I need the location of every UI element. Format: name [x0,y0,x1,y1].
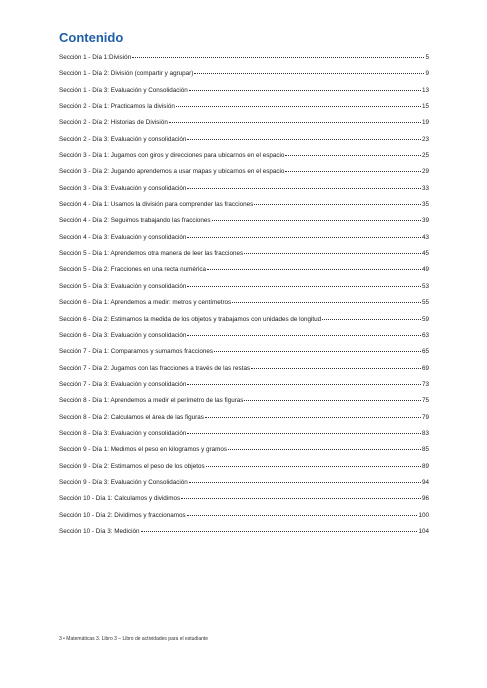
dot-leader [187,433,421,434]
toc-entry[interactable] [59,348,429,364]
toc-entry-label: Sección 10 - Día 1: Calculamos y dividimos [59,495,181,503]
dot-leader [169,122,421,123]
dot-leader [181,498,421,499]
toc-entry-page-number: 75 [421,397,429,405]
dot-leader [187,237,421,238]
dot-leader [214,351,421,352]
toc-entry-page-number: 73 [421,380,429,388]
toc-entry-page-number: 89 [421,462,429,470]
toc-entry-page-number: 29 [421,168,429,176]
toc-entry[interactable] [59,430,429,446]
toc-entry-page-number: 15 [421,103,429,111]
toc-entry[interactable] [59,250,429,266]
dot-leader [141,531,418,532]
toc-entry-page-number: 104 [418,527,429,535]
toc-entry-page-number: 5 [425,54,429,61]
toc-entry-page-number: 49 [421,266,429,274]
toc-entry-page-number: 23 [421,135,429,143]
toc-entry[interactable] [59,479,429,495]
dot-leader [285,155,421,156]
toc-entry-label: Sección 8 - Día 1: Aprendemos a medir el perímetro de las figuras [59,397,244,405]
toc-entry-label: Sección 2 - Día 2: Historias de División [59,119,168,127]
dot-leader [187,286,421,287]
toc-entry-page-number: 45 [421,250,429,258]
toc-entry[interactable] [59,54,429,70]
dot-leader [232,302,421,303]
dot-leader [244,253,421,254]
toc-entry-label: Sección 6 - Día 1: Aprendemos a medir: metros y centímetros [59,299,232,307]
toc-entry[interactable] [59,299,429,315]
toc-entry-page-number: 25 [421,152,429,160]
toc-entry-page-number: 53 [421,282,429,290]
toc-entry-page-number: 83 [421,429,429,437]
toc-entry-label: Sección 5 - Día 1: Aprendemos otra manera de leer las fracciones [59,250,244,258]
toc-list [59,54,429,544]
toc-entry[interactable] [59,397,429,413]
dot-leader [285,171,421,172]
toc-entry[interactable] [59,87,429,103]
toc-entry[interactable] [59,185,429,201]
toc-entry-label: Sección 8 - Día 2: Calculamos el área de las figuras [59,413,204,421]
dot-leader [187,139,421,140]
toc-entry[interactable] [59,283,429,299]
dot-leader [207,269,421,270]
toc-title: Contenido [59,30,124,45]
toc-entry[interactable] [59,463,429,479]
toc-entry-label: Sección 5 - Día 3: Evaluación y consolidación [59,282,187,290]
toc-entry[interactable] [59,152,429,168]
toc-entry-label: Sección 1 - Día 2: División (compartir y agrupar) [59,70,194,78]
toc-entry[interactable] [59,70,429,86]
toc-entry-label: Sección 7 - Día 1: Comparamos y sumamos fracciones [59,348,213,356]
toc-entry-page-number: 39 [421,217,429,225]
dot-leader [132,57,424,58]
dot-leader [189,90,421,91]
toc-entry[interactable] [59,332,429,348]
toc-entry[interactable] [59,316,429,332]
toc-entry[interactable] [59,217,429,233]
toc-entry-page-number: 9 [425,70,429,78]
toc-entry-label: Sección 9 - Día 2: Estimamos el peso de los objetos [59,462,205,470]
toc-entry-page-number: 96 [421,495,429,503]
dot-leader [194,73,424,74]
toc-entry[interactable] [59,512,429,528]
toc-entry-page-number: 79 [421,413,429,421]
toc-entry-label: Sección 4 - Día 3: Evaluación y consolidación [59,233,187,241]
page-footer: 3 • Matemáticas 3. Libro 3 – Libro de actividades para el estudiante [59,636,209,642]
toc-entry-page-number: 19 [421,119,429,127]
toc-entry-label: Sección 3 - Día 1: Jugamos con giros y direcciones para ubicarnos en el espacio [59,152,285,160]
toc-entry[interactable] [59,414,429,430]
dot-leader [187,384,421,385]
dot-leader [322,319,421,320]
toc-entry-label: Sección 8 - Día 3: Evaluación y consolidación [59,429,187,437]
toc-entry-label: Sección 10 - Día 3: Medición [59,527,140,535]
toc-entry[interactable] [59,119,429,135]
toc-entry-label: Sección 9 - Día 3: Evaluación y Consolidación [59,478,188,486]
dot-leader [244,400,421,401]
toc-entry[interactable] [59,103,429,119]
toc-entry-page-number: 33 [421,184,429,192]
toc-entry-label: Sección 1 - Día 3: Evaluación y Consolidación [59,86,188,94]
toc-entry-page-number: 59 [421,315,429,323]
toc-entry-label: Sección 6 - Día 3: Evaluación y consolidación [59,331,187,339]
toc-entry-page-number: 55 [421,299,429,307]
toc-entry-label: Sección 7 - Día 3: Evaluación y consolidación [59,380,187,388]
toc-entry[interactable] [59,266,429,282]
toc-entry-page-number: 85 [421,446,429,454]
dot-leader [187,515,418,516]
toc-entry[interactable] [59,365,429,381]
toc-entry[interactable] [59,136,429,152]
dot-leader [206,466,421,467]
toc-entry-page-number: 43 [421,233,429,241]
toc-entry-page-number: 35 [421,201,429,209]
dot-leader [176,106,421,107]
toc-entry-label: Sección 1 - Día 1:División [59,54,132,61]
toc-entry-label: Sección 9 - Día 1: Medimos el peso en kilogramos y gramos [59,446,227,454]
toc-entry[interactable] [59,168,429,184]
toc-entry[interactable] [59,495,429,511]
toc-entry-label: Sección 3 - Día 3: Evaluación y consolidación [59,184,187,192]
toc-entry[interactable] [59,201,429,217]
toc-entry[interactable] [59,234,429,250]
toc-entry-label: Sección 4 - Día 2: Seguimos trabajando las fracciones [59,217,211,225]
dot-leader [205,417,421,418]
toc-entry-page-number: 13 [421,86,429,94]
toc-entry-page-number: 65 [421,348,429,356]
toc-entry[interactable] [59,446,429,462]
toc-entry[interactable] [59,528,429,544]
dot-leader [228,449,421,450]
toc-entry[interactable] [59,381,429,397]
toc-entry-label: Sección 6 - Día 2: Estimamos la medida de los objetos y trabajamos con unidades de longitud [59,315,322,323]
toc-entry-label: Sección 3 - Día 2: Jugando aprendemos a usar mapas y ubicarnos en el espacio [59,168,285,176]
dot-leader [187,335,421,336]
dot-leader [189,482,421,483]
toc-entry-page-number: 69 [421,364,429,372]
toc-entry-label: Sección 7 - Día 2: Jugamos con las fracciones a través de las restas [59,364,251,372]
toc-entry-label: Sección 4 - Día 1: Usamos la división para comprender las fracciones [59,201,254,209]
dot-leader [212,220,421,221]
toc-entry-page-number: 63 [421,331,429,339]
toc-entry-label: Sección 2 - Día 3: Evaluación y consolidación [59,135,187,143]
dot-leader [187,188,421,189]
toc-entry-page-number: 100 [418,511,429,519]
toc-entry-label: Sección 5 - Día 2: Fracciones en una recta numérica [59,266,206,274]
toc-entry-page-number: 94 [421,478,429,486]
dot-leader [251,368,421,369]
toc-entry-label: Sección 10 - Día 2: Dividimos y fraccionamos [59,511,186,519]
dot-leader [254,204,421,205]
toc-entry-label: Sección 2 - Día 1: Practicamos la división [59,103,175,111]
